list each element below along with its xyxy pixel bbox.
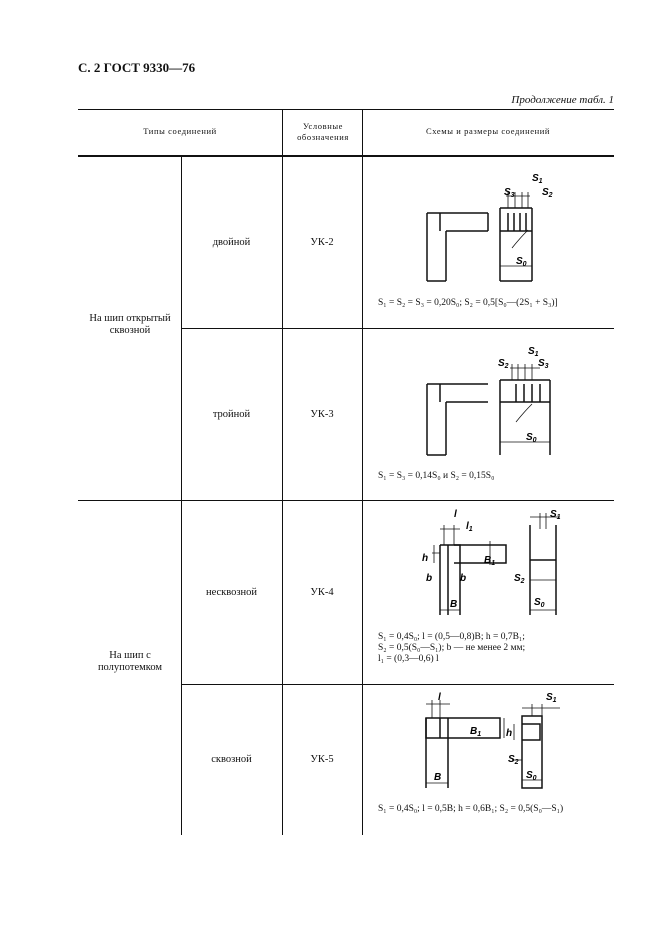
svg-text:S0: $S_0$ <box>516 256 527 268</box>
column-header-schemes: Схемы и размеры соединений <box>425 126 551 136</box>
page-title: С. 2 ГОСТ 9330—76 <box>78 60 196 75</box>
connection-subtype: сквозной <box>211 754 252 765</box>
svg-text:S1: $S_1$ <box>546 692 557 704</box>
svg-text:B1: $B_1$ <box>484 555 496 567</box>
connection-code: УК-3 <box>310 409 334 420</box>
column-divider <box>181 157 182 835</box>
connection-type: На шип открытый сквозной <box>89 313 171 336</box>
table-header-rule <box>78 155 614 157</box>
connection-subtype: несквозной <box>205 587 258 598</box>
group-divider <box>78 500 614 501</box>
connection-formula-line: S₂ = 0,5(S₀—S₁); b — не менее 2 мм; <box>378 643 526 653</box>
column-divider <box>362 109 363 835</box>
connection-subtype: двойной <box>212 237 251 248</box>
svg-text:h: h <box>506 728 513 739</box>
svg-text:B: B <box>434 772 442 783</box>
svg-text:S1: $S_1$ <box>532 173 543 185</box>
svg-text:S2: $S_2$ <box>542 187 553 199</box>
svg-text:S1: $S_1$ <box>550 509 561 521</box>
connection-code: УК-2 <box>310 237 334 248</box>
svg-text:S2: $S_2$ <box>508 754 519 766</box>
svg-text:l: l <box>454 509 457 520</box>
svg-text:b: b <box>460 573 467 584</box>
svg-text:B: B <box>450 599 458 610</box>
joint-diagram-uk3 <box>420 342 600 462</box>
connection-formula: S₁ = 0,4S₀; l = 0,5B; h = 0,6B₁; S₂ = 0,5(S₀—S₁) <box>378 804 564 814</box>
connection-formula-line: l₁ = (0,3—0,6) l <box>378 654 439 664</box>
svg-text:S0: $S_0$ <box>534 597 545 609</box>
connection-subtype: тройной <box>212 409 251 420</box>
connection-formula: S₁ = S₂ = S₃ = 0,20S₀; S₂ = 0,5[S₀—(2S₁ + S₃)] <box>378 298 558 308</box>
joint-diagram-uk4 <box>410 505 600 625</box>
svg-text:S1: $S_1$ <box>528 346 539 358</box>
svg-text:l: l <box>438 692 441 703</box>
svg-text:h: h <box>422 553 429 564</box>
svg-text:S2: $S_2$ <box>514 573 525 585</box>
joint-diagram-uk5 <box>410 688 600 793</box>
column-header-types: Типы соединений <box>143 126 217 136</box>
svg-text:B1: $B_1$ <box>470 726 482 738</box>
svg-text:S0: $S_0$ <box>526 432 537 444</box>
svg-text:S3: $S_3$ <box>538 358 549 370</box>
svg-text:b: b <box>426 573 433 584</box>
table-top-rule <box>78 109 614 110</box>
connection-formula-line: S₁ = 0,4S₀; l = (0,5—0,8)B; h = 0,7B₁; <box>378 632 525 642</box>
connection-formula: S₁ = S₃ = 0,14S₀ и S₂ = 0,15S₀ <box>378 471 495 481</box>
column-divider <box>282 109 283 835</box>
row-divider <box>181 328 614 329</box>
row-divider <box>181 684 614 685</box>
svg-text:l1: $l_1$ <box>466 521 473 533</box>
svg-text:S3: $S_3$ <box>504 187 515 199</box>
connection-code: УК-5 <box>310 754 334 765</box>
connection-code: УК-4 <box>310 587 334 598</box>
table-continuation-note: Продолжение табл. 1 <box>511 94 614 106</box>
joint-diagram-uk2 <box>420 168 600 288</box>
connection-type: На шип с полупотемком <box>97 650 163 673</box>
svg-text:S0: $S_0$ <box>526 770 537 782</box>
svg-text:S2: $S_2$ <box>498 358 509 370</box>
column-header-codes: Условные обозначения <box>297 121 349 142</box>
